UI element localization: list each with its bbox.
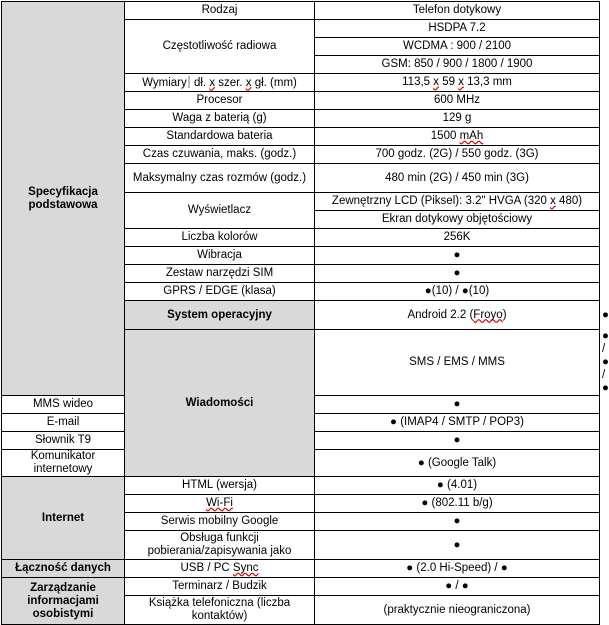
row-value: WCDMA : 900 / 2100 — [315, 38, 600, 56]
row-label: Czas czuwania, maks. (godz.) — [125, 146, 315, 164]
table-row — [2, 578, 600, 596]
row-value: (praktycznie nieograniczona) — [315, 596, 600, 625]
row-label: Obsługa funkcji pobierania/zapisywania jako — [125, 531, 315, 560]
row-value: ● — [315, 247, 600, 265]
row-value: Ekran dotykowy objętościowy — [315, 211, 600, 229]
table-row: System operacyjny Android 2.2 (Froyo) ● — [2, 301, 600, 330]
row-value: ● (Google Talk) — [315, 450, 600, 477]
row-value: ● — [315, 531, 600, 560]
row-value: 600 MHz — [315, 92, 600, 110]
row-value: 700 godz. (2G) / 550 godz. (3G) — [315, 146, 600, 164]
row-value: 1500 mAh — [315, 128, 600, 146]
row-value: ● (2.0 Hi-Speed) / ● — [315, 560, 600, 578]
row-value: GSM: 850 / 900 / 1800 / 1900 — [315, 56, 600, 74]
row-value: ● (802.11 b/g) — [315, 495, 600, 513]
row-value: ● (IMAP4 / SMTP / POP3) — [315, 414, 600, 432]
table-row: Wiadomości SMS / EMS / MMS ● / ● / ● — [2, 330, 600, 396]
text-cursor-mark — [188, 76, 190, 88]
row-value: 256K — [315, 229, 600, 247]
row-value: ● — [315, 432, 600, 450]
row-label: Komunikator internetowy — [2, 450, 125, 477]
row-label: Serwis mobilny Google — [125, 513, 315, 531]
row-label: GPRS / EDGE (klasa) — [125, 283, 315, 301]
row-value: Zewnętrzny LCD (Piksel): 3.2" HVGA (320 x 480) — [315, 193, 600, 211]
row-label: Terminarz / Budzik — [125, 578, 315, 596]
row-value: ● / ● — [315, 578, 600, 596]
row-label: E-mail — [2, 414, 125, 432]
row-label: Wibracja — [125, 247, 315, 265]
row-label: HTML (wersja) — [125, 477, 315, 495]
row-label: Zestaw narzędzi SIM — [125, 265, 315, 283]
row-label: Częstotliwość radiowa — [125, 20, 315, 74]
row-label: Liczba kolorów — [125, 229, 315, 247]
row-label: Procesor — [125, 92, 315, 110]
row-value: 113,5 x 59 x 13,3 mm — [315, 74, 600, 92]
row-label: Wi-Fi — [125, 495, 315, 513]
row-label: Wymiary dł. x szer. x gł. (mm) — [125, 74, 315, 92]
spec-table — [1, 1, 609, 625]
row-label: Android 2.2 (Froyo) — [315, 301, 600, 330]
table-row — [2, 560, 600, 578]
row-value: ● — [315, 513, 600, 531]
row-value: 129 g — [315, 110, 600, 128]
row-label: USB / PC Sync — [125, 560, 315, 578]
row-value: 480 min (2G) / 450 min (3G) — [315, 164, 600, 193]
row-label: MMS wideo — [2, 396, 125, 414]
category-wiadomosci: Wiadomości — [125, 330, 315, 477]
row-label: Rodzaj — [125, 2, 315, 20]
row-label: Maksymalny czas rozmów (godz.) — [125, 164, 315, 193]
table-row — [2, 2, 600, 20]
table-row — [2, 477, 600, 495]
category-internet: Internet — [2, 477, 125, 560]
row-value: ● — [315, 396, 600, 414]
row-label: Standardowa bateria — [125, 128, 315, 146]
row-value: HSDPA 7.2 — [315, 20, 600, 38]
row-label: Waga z baterią (g) — [125, 110, 315, 128]
row-label: Książka telefoniczna (liczba kontaktów) — [125, 596, 315, 625]
row-label: Słownik T9 — [2, 432, 125, 450]
row-value: Telefon dotykowy — [315, 2, 600, 20]
row-value: ● — [315, 265, 600, 283]
category-lacznosc: Łączność danych — [2, 560, 125, 578]
category-system: System operacyjny — [125, 301, 315, 330]
category-pim: Zarządzanie informacjami osobistymi — [2, 578, 125, 625]
row-label: SMS / EMS / MMS — [315, 330, 600, 396]
row-label: Wyświetlacz — [125, 193, 315, 229]
row-value: ● (4.01) — [315, 477, 600, 495]
row-value: ●(10) / ●(10) — [315, 283, 600, 301]
category-spec: Specyfikacja podstawowa — [2, 2, 125, 396]
